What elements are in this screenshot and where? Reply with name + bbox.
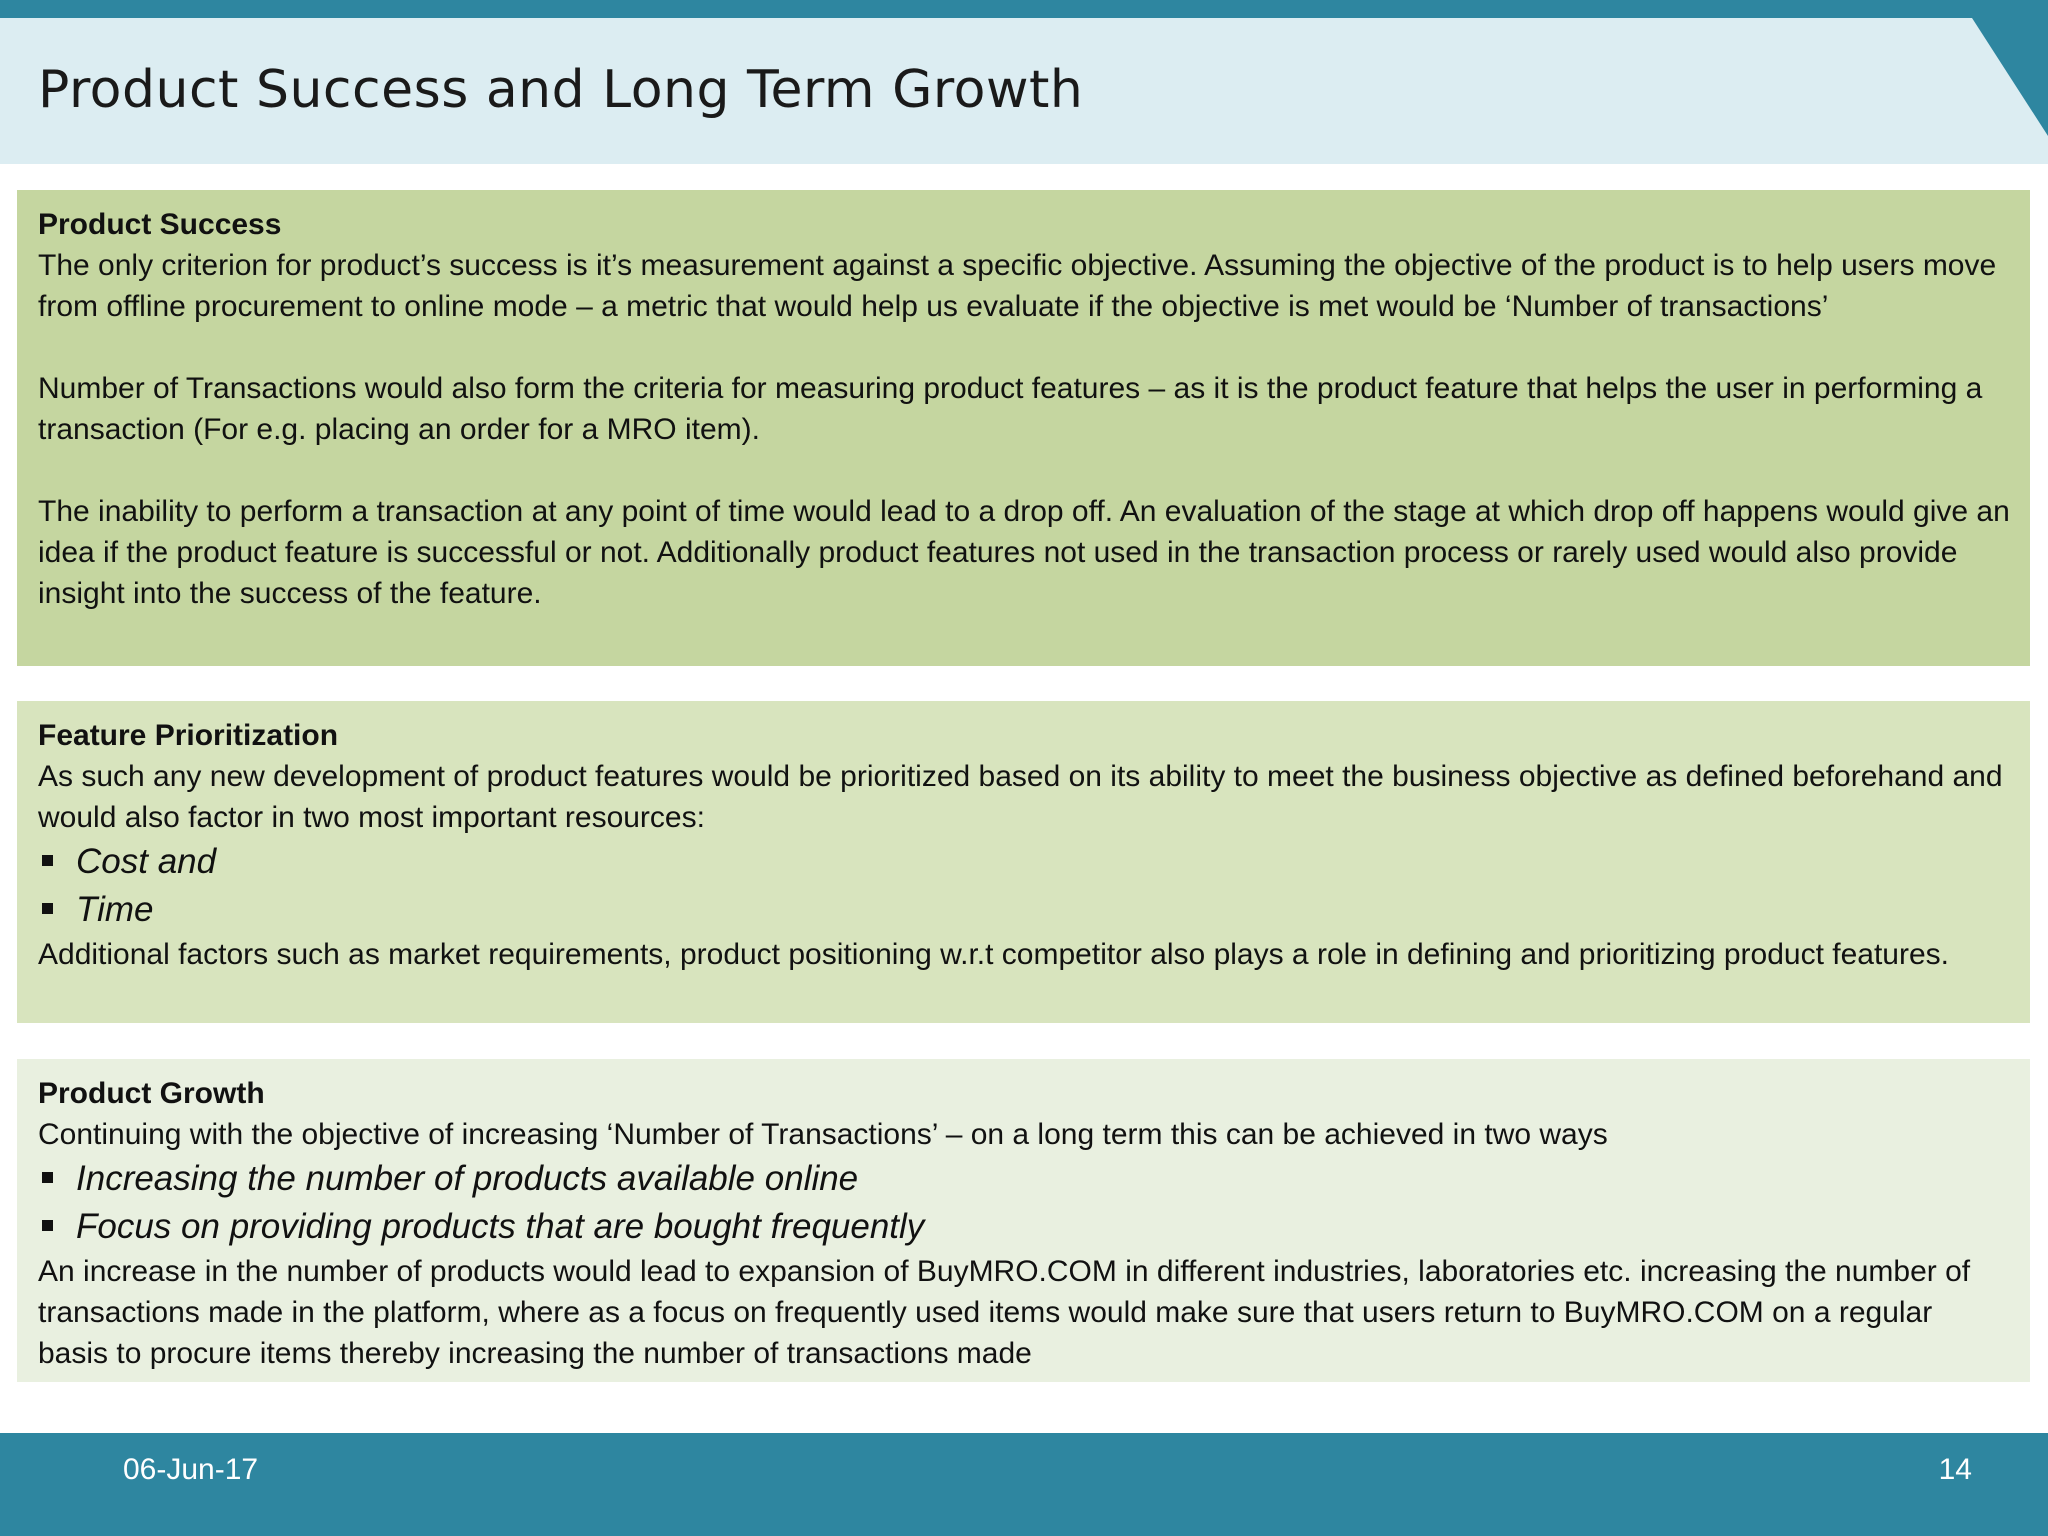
- feature-prioritization-heading: Feature Prioritization: [38, 719, 339, 752]
- product-growth-box: [17, 1059, 2030, 1382]
- product-success-paragraph-2: Number of Transactions would also form the criteria for measuring product features – as it is the product feature that helps the user in performing a transaction (For e.g. placing an order for a MRO item).: [38, 372, 1983, 446]
- title-band: [0, 18, 2048, 164]
- feature-prioritization-bullet-list: [38, 838, 2010, 934]
- list-item: [38, 1155, 2010, 1203]
- feature-prioritization-outro: Additional factors such as market requirements, product positioning w.r.t competitor also plays a role in defining and prioritizing product features.: [38, 938, 1949, 971]
- square-bullet-icon: [42, 1172, 53, 1183]
- product-success-box: [17, 190, 2030, 666]
- bullet-text: Focus on providing products that are bought frequently: [76, 1207, 925, 1246]
- footer-bar: [0, 1433, 2048, 1536]
- bullet-text: Time: [76, 890, 154, 929]
- list-item: [38, 1203, 2010, 1251]
- product-growth-heading: Product Growth: [38, 1077, 265, 1110]
- product-success-paragraph-3: The inability to perform a transaction at any point of time would lead to a drop off. An evaluation of the stage at which drop off happens would give an idea if the product feature is successful or not. Additionally product features not used in the transaction process or rarely used would also provide insight into the success of the feature.: [38, 495, 2010, 610]
- top-accent-bar: [0, 0, 2048, 18]
- product-growth-intro: Continuing with the objective of increasing ‘Number of Transactions’ – on a long term this can be achieved in two ways: [38, 1118, 1608, 1151]
- slide-title: Product Success and Long Term Growth: [38, 60, 1084, 120]
- bullet-text: Increasing the number of products available online: [76, 1159, 859, 1198]
- list-item: [38, 838, 2010, 886]
- square-bullet-icon: [42, 903, 53, 914]
- product-growth-bullet-list: [38, 1155, 2010, 1251]
- bullet-text: Cost and: [76, 842, 217, 881]
- footer-date: 06-Jun-17: [123, 1453, 259, 1486]
- list-item: [38, 886, 2010, 934]
- square-bullet-icon: [42, 1220, 53, 1231]
- product-success-paragraph-1: The only criterion for product’s success is it’s measurement against a specific objective. Assuming the objective of the product is to help users move from offline procurement to online mode – a metric that would help us evaluate if the objective is met would be ‘Number of transactions’: [38, 249, 1997, 323]
- page-number: 14: [1938, 1453, 1972, 1486]
- feature-prioritization-intro: As such any new development of product features would be prioritized based on its ability to meet the business objective as defined beforehand and would also factor in two most important resources:: [38, 760, 2003, 834]
- product-success-heading: Product Success: [38, 208, 282, 241]
- square-bullet-icon: [42, 855, 53, 866]
- product-growth-outro: An increase in the number of products would lead to expansion of BuyMRO.COM in different industries, laboratories etc. increasing the number of transactions made in the platform, where as a focus on frequently used items would make sure that users return to BuyMRO.COM on a regular basis to procure items thereby increasing the number of transactions made: [38, 1255, 1971, 1370]
- feature-prioritization-box: [17, 701, 2030, 1023]
